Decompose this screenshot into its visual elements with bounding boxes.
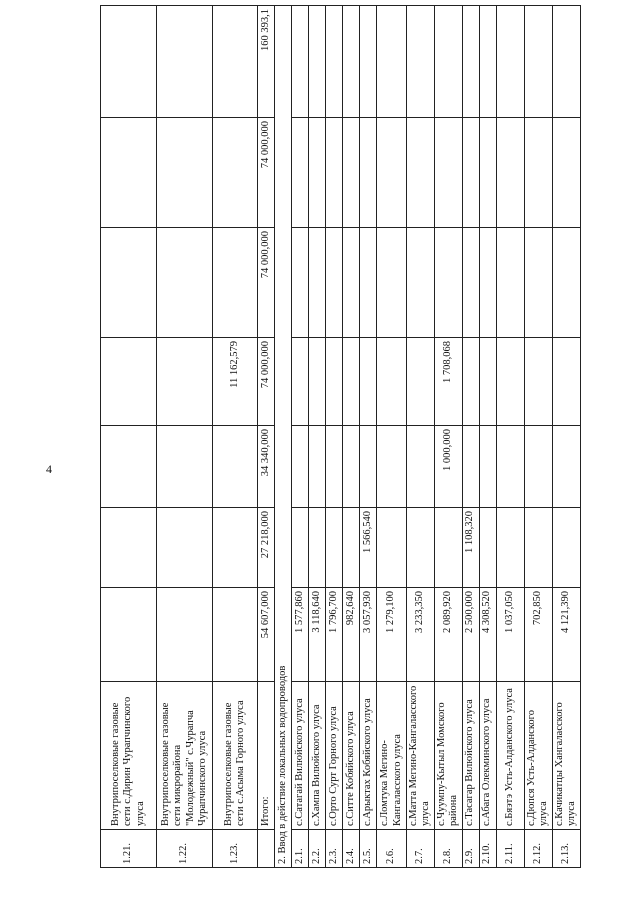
row-number: 2.5. bbox=[360, 830, 377, 868]
row-number: 1.23. bbox=[213, 830, 258, 868]
value-cell bbox=[496, 118, 524, 228]
value-cell bbox=[343, 426, 360, 508]
value-cell: 2 089,920 bbox=[434, 588, 462, 682]
table-row bbox=[309, 6, 326, 868]
total-value: 27 218,000 bbox=[258, 508, 275, 588]
value-cell bbox=[407, 118, 435, 228]
row-name: с.Ситте Кобяйского улуса bbox=[343, 682, 360, 830]
row-number: 2.3. bbox=[326, 830, 343, 868]
value-cell bbox=[292, 228, 309, 338]
row-name: Внутрипоселковые газовые сети с.Дирин Чурапчинского улуса bbox=[101, 682, 157, 830]
value-cell bbox=[157, 338, 213, 426]
table-row bbox=[213, 6, 258, 868]
row-number: 2.4. bbox=[343, 830, 360, 868]
value-cell bbox=[213, 588, 258, 682]
table-row bbox=[524, 6, 552, 868]
row-name: с.Арыктах Кобяйского улуса bbox=[360, 682, 377, 830]
value-cell bbox=[292, 118, 309, 228]
table-row bbox=[407, 6, 435, 868]
value-cell bbox=[360, 228, 377, 338]
row-name: с.Дюпся Усть-Алданского улуса bbox=[524, 682, 552, 830]
value-cell bbox=[343, 118, 360, 228]
value-cell bbox=[377, 508, 407, 588]
row-name: с.Матта Мегино-Кангаласского улуса bbox=[407, 682, 435, 830]
total-value: 74 000,000 bbox=[258, 228, 275, 338]
value-cell bbox=[326, 6, 343, 118]
value-cell: 702,850 bbox=[524, 588, 552, 682]
value-cell bbox=[292, 6, 309, 118]
value-cell bbox=[496, 228, 524, 338]
table-row bbox=[496, 6, 524, 868]
value-cell bbox=[213, 228, 258, 338]
value-cell: 1 708,068 bbox=[434, 338, 462, 426]
value-cell bbox=[343, 6, 360, 118]
value-cell bbox=[101, 228, 157, 338]
row-name: с.Сатагай Вилюйского улуса bbox=[292, 682, 309, 830]
value-cell bbox=[377, 426, 407, 508]
table-row bbox=[101, 6, 157, 868]
row-number: 1.22. bbox=[157, 830, 213, 868]
row-number: 2.11. bbox=[496, 830, 524, 868]
rotated-page bbox=[100, 6, 620, 868]
table-row bbox=[343, 6, 360, 868]
value-cell bbox=[326, 426, 343, 508]
program-table bbox=[100, 5, 581, 868]
value-cell bbox=[157, 118, 213, 228]
value-cell bbox=[407, 228, 435, 338]
table-row bbox=[552, 6, 580, 868]
value-cell bbox=[496, 426, 524, 508]
total-value: 74 000,000 bbox=[258, 338, 275, 426]
value-cell bbox=[343, 338, 360, 426]
value-cell bbox=[479, 118, 496, 228]
total-spacer bbox=[258, 830, 275, 868]
value-cell bbox=[377, 6, 407, 118]
value-cell bbox=[309, 6, 326, 118]
row-number: 2.7. bbox=[407, 830, 435, 868]
value-cell bbox=[157, 588, 213, 682]
value-cell bbox=[101, 338, 157, 426]
value-cell bbox=[496, 338, 524, 426]
value-cell bbox=[343, 508, 360, 588]
value-cell bbox=[524, 228, 552, 338]
value-cell bbox=[309, 228, 326, 338]
value-cell: 2 500,000 bbox=[462, 588, 479, 682]
value-cell bbox=[552, 426, 580, 508]
value-cell bbox=[309, 508, 326, 588]
value-cell bbox=[360, 118, 377, 228]
value-cell bbox=[462, 338, 479, 426]
value-cell bbox=[157, 426, 213, 508]
value-cell bbox=[552, 508, 580, 588]
table-row bbox=[377, 6, 407, 868]
table-row bbox=[360, 6, 377, 868]
row-name: с.Тасагар Вилюйского улуса bbox=[462, 682, 479, 830]
value-cell bbox=[157, 6, 213, 118]
row-name: с.Бяэтэ Усть-Алданского улуса bbox=[496, 682, 524, 830]
value-cell bbox=[213, 118, 258, 228]
row-number: 2.9. bbox=[462, 830, 479, 868]
row-name: с.Ломтука Мегино-Кангаласского улуса bbox=[377, 682, 407, 830]
row-number: 2.13. bbox=[552, 830, 580, 868]
row-number: 2.6. bbox=[377, 830, 407, 868]
value-cell: 11 162,579 bbox=[213, 338, 258, 426]
value-cell bbox=[101, 508, 157, 588]
value-cell bbox=[292, 508, 309, 588]
value-cell bbox=[101, 426, 157, 508]
row-name: Внутрипоселковые газовые сети с.Асыма Горного улуса bbox=[213, 682, 258, 830]
value-cell bbox=[479, 426, 496, 508]
table-body bbox=[101, 6, 581, 868]
value-cell bbox=[377, 338, 407, 426]
section-heading-row bbox=[275, 6, 292, 868]
value-cell bbox=[524, 338, 552, 426]
total-value: 74 000,000 bbox=[258, 118, 275, 228]
value-cell bbox=[101, 118, 157, 228]
value-cell bbox=[524, 118, 552, 228]
value-cell bbox=[552, 6, 580, 118]
row-name: с.Чуумпу-Кытыл Момского района bbox=[434, 682, 462, 830]
value-cell bbox=[360, 6, 377, 118]
table-row bbox=[157, 6, 213, 868]
value-cell bbox=[309, 118, 326, 228]
value-cell: 1 279,100 bbox=[377, 588, 407, 682]
value-cell bbox=[343, 228, 360, 338]
value-cell: 1 037,050 bbox=[496, 588, 524, 682]
row-name: с.Качикатцы Хангаласского улуса bbox=[552, 682, 580, 830]
value-cell bbox=[101, 588, 157, 682]
row-number: 2.8. bbox=[434, 830, 462, 868]
total-label: Итого: bbox=[258, 682, 275, 830]
value-cell: 3 057,930 bbox=[360, 588, 377, 682]
value-cell bbox=[524, 6, 552, 118]
value-cell: 1 577,860 bbox=[292, 588, 309, 682]
value-cell: 1 108,320 bbox=[462, 508, 479, 588]
value-cell bbox=[552, 118, 580, 228]
value-cell: 4 308,520 bbox=[479, 588, 496, 682]
value-cell bbox=[434, 508, 462, 588]
value-cell bbox=[524, 426, 552, 508]
value-cell bbox=[496, 6, 524, 118]
value-cell bbox=[552, 228, 580, 338]
page-number: 4 bbox=[46, 462, 52, 476]
row-name: Внутрипоселковые газовые сети микрорайона "Молодежный" с.Чурапча Чурапчинского улуса bbox=[157, 682, 213, 830]
value-cell bbox=[292, 338, 309, 426]
value-cell bbox=[407, 6, 435, 118]
value-cell bbox=[309, 338, 326, 426]
value-cell: 1 796,700 bbox=[326, 588, 343, 682]
total-row bbox=[258, 6, 275, 868]
value-cell bbox=[157, 508, 213, 588]
row-number: 2.12. bbox=[524, 830, 552, 868]
total-value: 160 393,1 bbox=[258, 6, 275, 118]
section-title: 2. Ввод в действие локальных водопроводов bbox=[275, 6, 292, 868]
value-cell bbox=[462, 426, 479, 508]
row-number: 1.21. bbox=[101, 830, 157, 868]
value-cell bbox=[434, 6, 462, 118]
value-cell bbox=[434, 118, 462, 228]
value-cell bbox=[326, 228, 343, 338]
value-cell bbox=[479, 6, 496, 118]
value-cell: 1 566,540 bbox=[360, 508, 377, 588]
table-row bbox=[462, 6, 479, 868]
total-value: 34 340,000 bbox=[258, 426, 275, 508]
value-cell bbox=[462, 228, 479, 338]
value-cell bbox=[292, 426, 309, 508]
value-cell bbox=[377, 118, 407, 228]
value-cell bbox=[407, 426, 435, 508]
value-cell bbox=[524, 508, 552, 588]
value-cell bbox=[157, 228, 213, 338]
value-cell: 4 121,390 bbox=[552, 588, 580, 682]
total-value: 54 607,000 bbox=[258, 588, 275, 682]
value-cell: 3 233,350 bbox=[407, 588, 435, 682]
value-cell bbox=[360, 338, 377, 426]
value-cell bbox=[434, 228, 462, 338]
value-cell bbox=[407, 508, 435, 588]
value-cell bbox=[479, 228, 496, 338]
value-cell bbox=[407, 338, 435, 426]
row-name: с.Орто Сурт Горного улуса bbox=[326, 682, 343, 830]
value-cell bbox=[462, 118, 479, 228]
value-cell bbox=[101, 6, 157, 118]
value-cell bbox=[479, 338, 496, 426]
value-cell bbox=[326, 118, 343, 228]
value-cell bbox=[213, 6, 258, 118]
value-cell bbox=[377, 228, 407, 338]
value-cell bbox=[309, 426, 326, 508]
row-name: с.Абага Олекминского улуса bbox=[479, 682, 496, 830]
value-cell bbox=[360, 426, 377, 508]
table-row bbox=[292, 6, 309, 868]
value-cell bbox=[552, 338, 580, 426]
table-row bbox=[434, 6, 462, 868]
table-row bbox=[326, 6, 343, 868]
value-cell bbox=[479, 508, 496, 588]
table-row bbox=[479, 6, 496, 868]
value-cell bbox=[213, 426, 258, 508]
value-cell: 3 118,640 bbox=[309, 588, 326, 682]
value-cell bbox=[326, 338, 343, 426]
value-cell bbox=[496, 508, 524, 588]
value-cell bbox=[462, 6, 479, 118]
value-cell bbox=[213, 508, 258, 588]
row-name: с.Хампа Вилюйского улуса bbox=[309, 682, 326, 830]
value-cell: 1 000,000 bbox=[434, 426, 462, 508]
value-cell: 982,640 bbox=[343, 588, 360, 682]
row-number: 2.1. bbox=[292, 830, 309, 868]
row-number: 2.10. bbox=[479, 830, 496, 868]
value-cell bbox=[326, 508, 343, 588]
row-number: 2.2. bbox=[309, 830, 326, 868]
